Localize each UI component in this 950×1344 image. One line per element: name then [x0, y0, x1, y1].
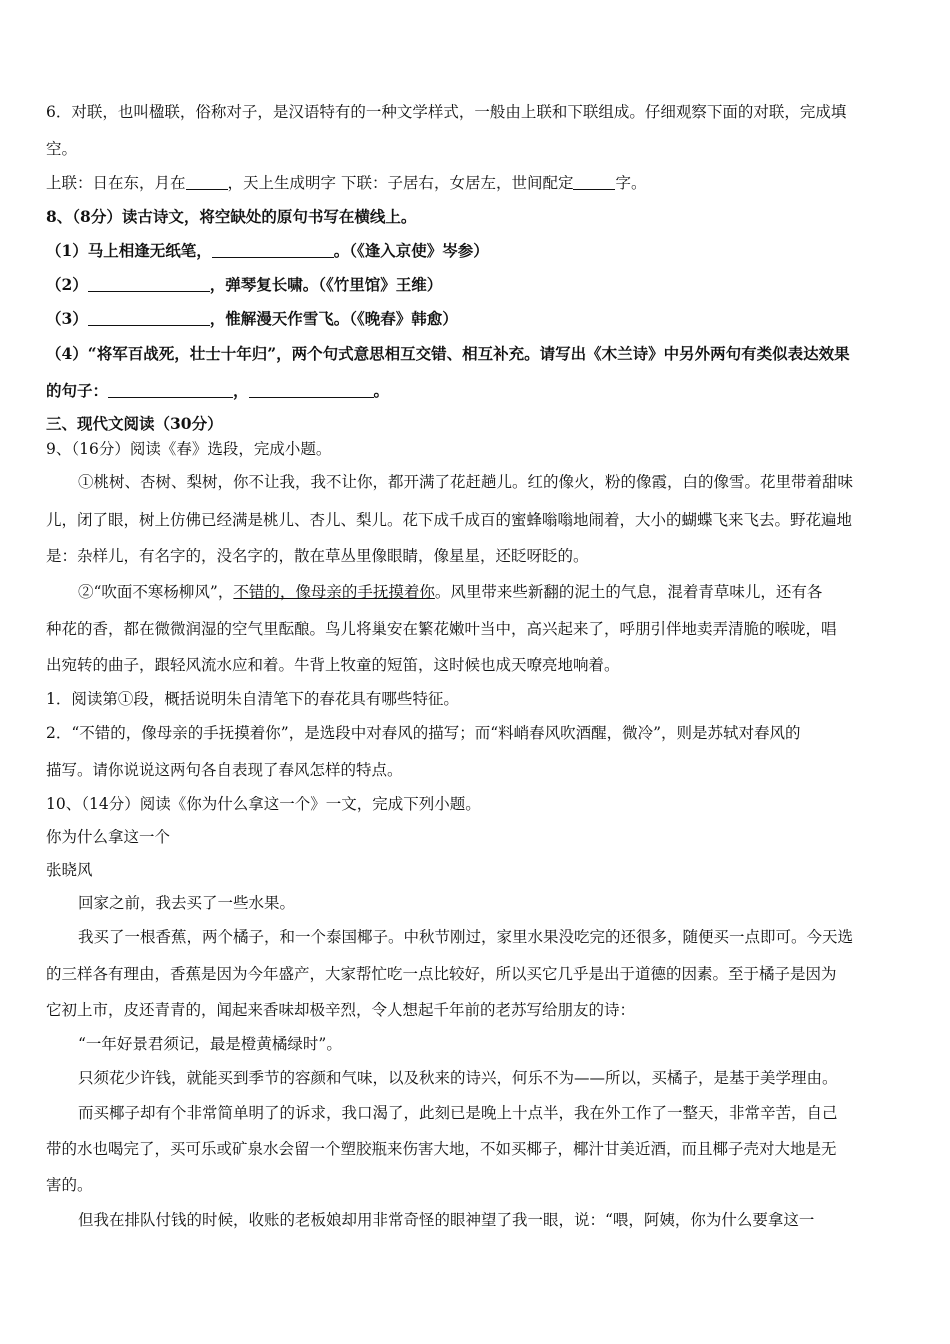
q8-item-1-part-2: 。（《逢入京使》岑参） — [333, 241, 489, 260]
article-para-2-line-3: 它初上市，皮还青青的，闻起来香味却极辛烈，令人想起千年前的老苏写给朋友的诗： — [46, 1001, 636, 1019]
article-para-5-line-3: 害的。 — [46, 1176, 93, 1194]
q8-item-4-part-3: 。 — [373, 381, 390, 400]
answer-blank[interactable] — [573, 174, 615, 190]
q9-para-1-line-2: 儿，闭了眼，树上仿佛已经满是桃儿、杏儿、梨儿。花下成千成百的蜜蜂嗡嗡地闹着，大小的蝴蝶飞来飞去。野花遍地 — [46, 511, 853, 529]
article-para-2-line-2: 的三样各有理由，香蕉是因为今年盛产，大家帮忙吃一点比较好，所以买它几乎是出于道德的因素。至于橘子是因为 — [46, 965, 837, 983]
q8-item-1-part-1: （1）马上相逢无纸笔， — [46, 241, 212, 260]
article-author: 张晓风 — [46, 861, 93, 879]
q9-para-2-part-1: ②“吹面不寒杨柳风”， — [78, 583, 234, 601]
answer-blank[interactable] — [186, 174, 228, 190]
q6-couplet-part-1: 上联：日在东，月在 — [46, 174, 186, 192]
q9-para-1-line-3: 是：杂样儿，有名字的，没名字的，散在草丛里像眼睛，像星星，还眨呀眨的。 — [46, 547, 589, 565]
q9-para-2-line-3: 出宛转的曲子，跟轻风流水应和着。牛背上牧童的短笛，这时候也成天嘹亮地响着。 — [46, 656, 620, 674]
q9-para-2-part-3: 。风里带来些新翻的泥土的气息，混着青草味儿，还有各 — [434, 583, 823, 601]
q9-subquestion-2-line-2: 描写。请你说说这两句各自表现了春风怎样的特点。 — [46, 761, 403, 779]
article-para-4: 只须花少许钱，就能买到季节的容颜和气味，以及秋来的诗兴，何乐不为——所以，买橘子，是基于美学理由。 — [78, 1069, 838, 1087]
q8-heading: 8、（8分）读古诗文，将空缺处的原句书写在横线上。 — [46, 207, 417, 226]
q8-item-2-part-1: （2） — [46, 275, 88, 294]
q9-para-2-line-2: 种花的香，都在微微润湿的空气里酝酿。鸟儿将巢安在繁花嫩叶当中，高兴起来了，呼朋引伴地卖弄清脆的喉咙，唱 — [46, 620, 837, 638]
q6-couplet-part-2: ，天上生成明字 下联：子居右，女居左，世间配定 — [227, 174, 574, 192]
q9-para-2-line-1 — [78, 582, 822, 602]
article-title: 你为什么拿这一个 — [46, 828, 171, 846]
answer-blank[interactable] — [88, 310, 210, 326]
article-para-6: 但我在排队付钱的时候，收账的老板娘却用非常奇怪的眼神望了我一眼，说：“喂，阿姨，你为什么要拿这一 — [78, 1211, 815, 1229]
q6-couplet-line — [46, 173, 646, 193]
underlined-phrase: 不错的，像母亲的手抚摸着你 — [233, 583, 435, 601]
q6-line-1: 6．对联，也叫楹联，俗称对子，是汉语特有的一种文学样式，一般由上联和下联组成。仔细观察下面的对联，完成填 — [46, 103, 847, 121]
q8-item-4-line-1: （4）“将军百战死，壮士十年归”，两个句式意思相互交错、相互补充。请写出《木兰诗》中另外两句有类似表达效果 — [46, 344, 850, 363]
article-para-5-line-2: 带的水也喝完了，买可乐或矿泉水会留一个塑胶瓶来伤害大地，不如买椰子，椰汁甘美近酒，而且椰子壳对大地是无 — [46, 1140, 837, 1158]
q8-item-2 — [46, 275, 442, 295]
q6-couplet-part-3: 字。 — [615, 174, 647, 192]
q10-heading: 10、（14分）阅读《你为什么拿这一个》一文，完成下列小题。 — [46, 795, 481, 813]
article-quote: “一年好景君须记，最是橙黄橘绿时”。 — [78, 1035, 342, 1053]
q9-heading: 9、（16分）阅读《春》选段，完成小题。 — [46, 440, 332, 458]
q9-subquestion-1: 1．阅读第①段，概括说明朱自清笔下的春花具有哪些特征。 — [46, 690, 459, 708]
q9-para-1-line-1: ①桃树、杏树、梨树，你不让我，我不让你，都开满了花赶趟儿。红的像火，粉的像霞，白的像雪。花里带着甜味 — [78, 473, 854, 491]
q8-item-2-part-2: ，弹琴复长啸。（《竹里馆》王维） — [209, 275, 443, 294]
q8-item-4-part-2: ， — [233, 381, 249, 400]
answer-blank[interactable] — [249, 382, 374, 398]
q8-item-3-part-2: ，惟解漫天作雪飞。（《晚春》韩愈） — [209, 309, 458, 328]
q8-item-4-part-1: 的句子： — [46, 381, 109, 400]
q9-subquestion-2-line-1: 2．“不错的，像母亲的手抚摸着你”，是选段中对春风的描写；而“料峭春风吹酒醒，微冷”，则是苏轼对春风的 — [46, 724, 801, 742]
q8-item-3 — [46, 309, 458, 329]
article-para-2-line-1: 我买了一根香蕉，两个橘子，和一个泰国椰子。中秋节刚过，家里水果没吃完的还很多，随便买一点即可。今天选 — [78, 928, 854, 946]
answer-blank[interactable] — [108, 382, 233, 398]
answer-blank[interactable] — [88, 276, 210, 292]
section-heading: 三、现代文阅读（30分） — [46, 414, 223, 433]
answer-blank[interactable] — [212, 242, 334, 258]
q8-item-1 — [46, 241, 489, 261]
article-para-5-line-1: 而买椰子却有个非常简单明了的诉求，我口渴了，此刻已是晚上十点半，我在外工作了一整天，非常辛苦，自己 — [78, 1104, 838, 1122]
q8-item-4-line-2 — [46, 381, 389, 401]
article-para-1: 回家之前，我去买了一些水果。 — [78, 894, 296, 912]
q8-item-3-part-1: （3） — [46, 309, 88, 328]
q6-line-2: 空。 — [46, 140, 78, 158]
